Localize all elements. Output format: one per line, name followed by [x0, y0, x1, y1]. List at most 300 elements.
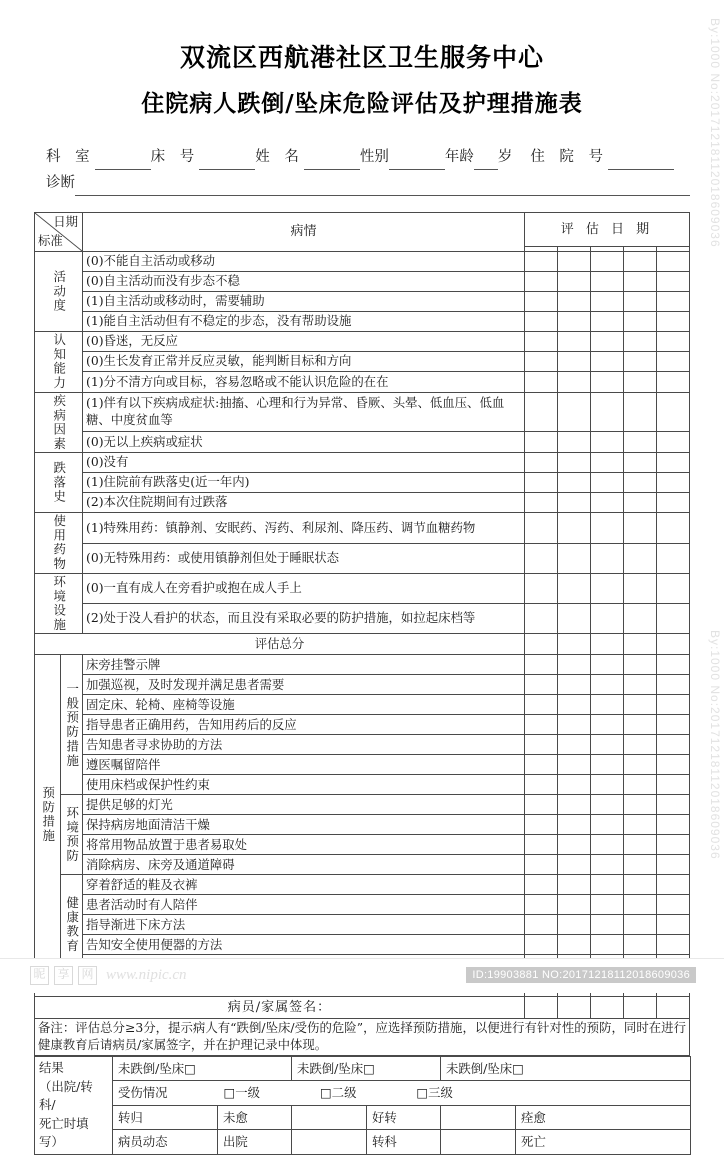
- signature-1-date-5[interactable]: [656, 997, 689, 1019]
- assessment-date-4[interactable]: [623, 513, 656, 543]
- assessment-date-4[interactable]: [623, 392, 656, 431]
- prevention-date-3[interactable]: [590, 675, 623, 695]
- prevention-date-4[interactable]: [623, 755, 656, 775]
- prevention-row: [35, 895, 690, 915]
- prevention-date-2[interactable]: [557, 795, 590, 815]
- prevention-item-label: 指导患者正确用药，告知用药后的反应: [83, 715, 525, 735]
- assessment-date-3[interactable]: [590, 473, 623, 493]
- assessment-date-3[interactable]: [590, 352, 623, 372]
- total-score-label: 评估总分: [35, 634, 525, 655]
- prevention-date-1[interactable]: [524, 915, 557, 935]
- assessment-date-1[interactable]: [524, 573, 557, 603]
- prevention-date-5[interactable]: [656, 655, 689, 675]
- prevention-row: [35, 715, 690, 735]
- prevention-date-2[interactable]: [557, 915, 590, 935]
- prevention-row: [35, 755, 690, 775]
- prevention-item-label: 遵医嘱留陪伴: [83, 755, 525, 775]
- prevention-date-5[interactable]: [656, 915, 689, 935]
- result-lead-line2: （出院/转科/: [39, 1078, 93, 1113]
- form-title: 住院病人跌倒/坠床危险评估及护理措施表: [141, 90, 583, 117]
- result-nofall-row: [35, 1056, 691, 1081]
- prevention-date-4[interactable]: [623, 855, 656, 875]
- assessment-date-1[interactable]: [524, 252, 557, 272]
- prevention-date-4[interactable]: [623, 915, 656, 935]
- prevention-date-1[interactable]: [524, 935, 557, 955]
- assessment-item-label: (1)伴有以下疾病成症状:抽搐、心理和行为异常、昏厥、头晕、低血压、低血糖、中度贫血等: [83, 392, 525, 431]
- prevention-item-label: 固定床、轮椅、座椅等设施: [83, 695, 525, 715]
- status-option-1: 出院: [218, 1130, 292, 1155]
- injury-level-1[interactable]: □一级: [223, 1085, 261, 1101]
- prevention-date-4[interactable]: [623, 935, 656, 955]
- status-option-3: 死亡: [516, 1130, 691, 1155]
- assessment-date-5[interactable]: [656, 292, 689, 312]
- prevention-row: [35, 915, 690, 935]
- assessment-date-3[interactable]: [590, 292, 623, 312]
- assessment-date-2[interactable]: [557, 272, 590, 292]
- injury-label: 受伤情况: [118, 1085, 168, 1101]
- prevention-date-2[interactable]: [557, 895, 590, 915]
- prevention-date-1[interactable]: [524, 815, 557, 835]
- assessment-date-2[interactable]: [557, 543, 590, 573]
- family-signature-label: 病员/家属签名：: [35, 997, 525, 1019]
- family-signature-row: [35, 997, 690, 1019]
- assessment-item-label: (1)自主活动或移动时，需要辅助: [83, 292, 525, 312]
- prevention-date-5[interactable]: [656, 895, 689, 915]
- assessment-row: [35, 252, 690, 272]
- assessment-date-1[interactable]: [524, 272, 557, 292]
- outcome-option-3: 痊愈: [516, 1105, 691, 1130]
- assessment-date-5[interactable]: [656, 513, 689, 543]
- name-label: 姓 名: [255, 149, 304, 165]
- result-lead-line1: 结果: [39, 1059, 64, 1075]
- corner-standard-label: 标准: [38, 233, 63, 249]
- assessment-row: [35, 453, 690, 473]
- prevention-item-label: 提供足够的灯光: [83, 795, 525, 815]
- prevention-date-4[interactable]: [623, 735, 656, 755]
- prevention-date-4[interactable]: [623, 795, 656, 815]
- status-value-2[interactable]: [441, 1130, 516, 1155]
- assessment-date-3[interactable]: [590, 272, 623, 292]
- diagnosis-field[interactable]: [75, 180, 690, 196]
- assessment-date-2[interactable]: [557, 453, 590, 473]
- assessment-date-1[interactable]: [524, 453, 557, 473]
- category-1: 认知能力: [35, 332, 83, 393]
- total-score-date-4[interactable]: [623, 634, 656, 655]
- prevention-date-2[interactable]: [557, 775, 590, 795]
- prevention-date-3[interactable]: [590, 835, 623, 855]
- category-4: 使用药物: [35, 513, 83, 574]
- assessment-date-2[interactable]: [557, 431, 590, 452]
- logo-char-2: 享: [54, 966, 73, 985]
- prevention-date-1[interactable]: [524, 775, 557, 795]
- prevention-date-1[interactable]: [524, 875, 557, 895]
- prevention-date-3[interactable]: [590, 655, 623, 675]
- outcome-label: 转归: [113, 1105, 218, 1130]
- assessment-row: [35, 513, 690, 543]
- prevention-item-label: 告知安全使用便器的方法: [83, 935, 525, 955]
- prevention-date-4[interactable]: [623, 895, 656, 915]
- logo-url: www.nipic.cn: [106, 967, 187, 983]
- total-score-date-5[interactable]: [656, 634, 689, 655]
- prevention-date-5[interactable]: [656, 755, 689, 775]
- assessment-date-1[interactable]: [524, 473, 557, 493]
- assessment-row: [35, 473, 690, 493]
- prevention-date-3[interactable]: [590, 695, 623, 715]
- prevention-date-3[interactable]: [590, 915, 623, 935]
- assessment-table: [34, 212, 690, 1056]
- assessment-date-3[interactable]: [590, 493, 623, 513]
- assessment-row: [35, 352, 690, 372]
- signature-1-date-4[interactable]: [623, 997, 656, 1019]
- assessment-item-label: (0)一直有成人在旁看护或抱在成人手上: [83, 573, 525, 603]
- prevention-item-label: 将常用物品放置于患者易取处: [83, 835, 525, 855]
- prevention-row: [35, 875, 690, 895]
- prevention-date-1[interactable]: [524, 675, 557, 695]
- bed-label: 床 号: [150, 149, 200, 165]
- category-5: 环境设施: [35, 573, 83, 634]
- assessment-date-4[interactable]: [623, 493, 656, 513]
- assessment-item-label: (0)无特殊用药：或使用镇静剂但处于睡眠状态: [83, 543, 525, 573]
- age-unit-label: 岁: [497, 149, 513, 165]
- assessment-date-1[interactable]: [524, 604, 557, 634]
- prevention-date-4[interactable]: [623, 695, 656, 715]
- assessment-row: [35, 543, 690, 573]
- prevention-row: [35, 655, 690, 675]
- assessment-date-3[interactable]: [590, 453, 623, 473]
- prevention-date-5[interactable]: [656, 775, 689, 795]
- no-fall-checkbox-3[interactable]: 未跌倒/坠床□: [441, 1056, 691, 1081]
- prevention-item-label: 使用床档或保护性约束: [83, 775, 525, 795]
- assessment-row: [35, 372, 690, 392]
- logo-char-3: 网: [78, 966, 97, 985]
- prevention-date-3[interactable]: [590, 895, 623, 915]
- prevention-date-3[interactable]: [590, 875, 623, 895]
- assessment-date-4[interactable]: [623, 543, 656, 573]
- signature-1-date-2[interactable]: [557, 997, 590, 1019]
- prevention-item-label: 加强巡视，及时发现并满足患者需要: [83, 675, 525, 695]
- prevention-date-1[interactable]: [524, 755, 557, 775]
- assessment-date-1[interactable]: [524, 352, 557, 372]
- corner-date-standard-cell: [35, 213, 83, 252]
- assessment-date-4[interactable]: [623, 372, 656, 392]
- assessment-row: [35, 292, 690, 312]
- signature-1-date-3[interactable]: [590, 997, 623, 1019]
- prevention-date-1[interactable]: [524, 835, 557, 855]
- prevention-item-label: 消除病房、床旁及通道障碍: [83, 855, 525, 875]
- prevention-date-2[interactable]: [557, 695, 590, 715]
- assessment-date-2[interactable]: [557, 513, 590, 543]
- assessment-date-1[interactable]: [524, 312, 557, 332]
- assessment-date-4[interactable]: [623, 453, 656, 473]
- outcome-row: [35, 1105, 691, 1130]
- status-value-1[interactable]: [292, 1130, 367, 1155]
- assessment-item-label: (0)昏迷，无反应: [83, 332, 525, 352]
- prevention-date-2[interactable]: [557, 835, 590, 855]
- assessment-item-label: (0)不能自主活动或移动: [83, 252, 525, 272]
- prevention-category: 预防措施: [35, 655, 61, 975]
- assessment-date-4[interactable]: [623, 312, 656, 332]
- assessment-date-3[interactable]: [590, 392, 623, 431]
- watermark-right-top: By:1000 No:20171218112018609036: [708, 18, 722, 248]
- no-fall-checkbox-1[interactable]: 未跌倒/坠床□: [113, 1056, 292, 1081]
- assessment-date-5[interactable]: [656, 453, 689, 473]
- result-table: [34, 1056, 691, 1155]
- prevention-row: [35, 855, 690, 875]
- assessment-date-1[interactable]: [524, 372, 557, 392]
- prevention-date-4[interactable]: [623, 675, 656, 695]
- footer-watermark-bar: [0, 958, 724, 993]
- prevention-date-1[interactable]: [524, 735, 557, 755]
- assessment-date-3[interactable]: [590, 604, 623, 634]
- assessment-date-1[interactable]: [524, 392, 557, 431]
- prevention-date-2[interactable]: [557, 715, 590, 735]
- prevention-date-2[interactable]: [557, 735, 590, 755]
- prevention-date-3[interactable]: [590, 715, 623, 735]
- assessment-item-label: (1)分不清方向或目标，容易忽略或不能认识危险的在在: [83, 372, 525, 392]
- prevention-item-label: 患者活动时有人陪伴: [83, 895, 525, 915]
- assessment-row: [35, 272, 690, 292]
- prevention-date-3[interactable]: [590, 735, 623, 755]
- assessment-date-2[interactable]: [557, 604, 590, 634]
- assessment-date-4[interactable]: [623, 352, 656, 372]
- prevention-date-3[interactable]: [590, 815, 623, 835]
- prevention-row: [35, 695, 690, 715]
- prevention-date-4[interactable]: [623, 835, 656, 855]
- watermark-right-bottom: By:1000 No:20171218112018609036: [708, 630, 722, 860]
- assessment-date-4[interactable]: [623, 473, 656, 493]
- assessment-date-5[interactable]: [656, 252, 689, 272]
- prevention-date-1[interactable]: [524, 695, 557, 715]
- prevention-date-5[interactable]: [656, 715, 689, 735]
- prevention-date-1[interactable]: [524, 655, 557, 675]
- prevention-date-2[interactable]: [557, 875, 590, 895]
- assessment-date-2[interactable]: [557, 312, 590, 332]
- assessment-item-label: (0)自主活动而没有步态不稳: [83, 272, 525, 292]
- outcome-option-2: 好转: [367, 1105, 441, 1130]
- prevention-item-label: 指导渐进下床方法: [83, 915, 525, 935]
- assessment-row: [35, 392, 690, 431]
- result-lead-cell: [35, 1056, 113, 1154]
- table-header-row: [35, 213, 690, 247]
- prevention-date-3[interactable]: [590, 795, 623, 815]
- total-score-row: [35, 634, 690, 655]
- prevention-item-label: 床旁挂警示牌: [83, 655, 525, 675]
- assessment-date-2[interactable]: [557, 493, 590, 513]
- prevention-date-5[interactable]: [656, 935, 689, 955]
- diagnosis-label: 诊断: [46, 175, 75, 191]
- prevention-group-2: 健康教育: [61, 875, 83, 975]
- assessment-date-5[interactable]: [656, 332, 689, 352]
- injury-level-3[interactable]: □三级: [416, 1085, 453, 1101]
- assessment-item-label: (1)能自主活动但有不稳定的步态，没有帮助设施: [83, 312, 525, 332]
- assessment-date-1[interactable]: [524, 493, 557, 513]
- no-fall-checkbox-2[interactable]: 未跌倒/坠床□: [292, 1056, 441, 1081]
- assessment-date-4[interactable]: [623, 272, 656, 292]
- prevention-date-2[interactable]: [557, 675, 590, 695]
- prevention-date-5[interactable]: [656, 675, 689, 695]
- assessment-date-2[interactable]: [557, 473, 590, 493]
- assessment-date-4[interactable]: [623, 573, 656, 603]
- prevention-date-1[interactable]: [524, 895, 557, 915]
- prevention-date-1[interactable]: [524, 855, 557, 875]
- assessment-item-label: (2)本次住院期间有过跌落: [83, 493, 525, 513]
- note-text: 备注：评估总分≥3分，提示病人有“跌倒/坠床/受伤的危险”，应选择预防措施，以便进行有针对性的预防，同时在进行健康教育后请病员/家属签字，并在护理记录中体现。: [35, 1019, 690, 1055]
- outcome-option-1: 未愈: [218, 1105, 292, 1130]
- condition-header: 病情: [83, 213, 525, 252]
- corner-date-label: 日期: [53, 214, 78, 229]
- assessment-date-3[interactable]: [590, 573, 623, 603]
- logo-char-1: 昵: [30, 966, 49, 985]
- prevention-date-1[interactable]: [524, 795, 557, 815]
- assessment-date-4[interactable]: [623, 604, 656, 634]
- assessment-item-label: (0)没有: [83, 453, 525, 473]
- outcome-value-2[interactable]: [441, 1105, 516, 1130]
- assessment-date-5[interactable]: [656, 372, 689, 392]
- total-score-date-2[interactable]: [557, 634, 590, 655]
- assessment-date-5[interactable]: [656, 312, 689, 332]
- prevention-group-0: 一般预防措施: [61, 655, 83, 795]
- prevention-date-3[interactable]: [590, 855, 623, 875]
- prevention-date-5[interactable]: [656, 835, 689, 855]
- assessment-item-label: (1)住院前有跌落史(近一年内): [83, 473, 525, 493]
- assessment-date-2[interactable]: [557, 292, 590, 312]
- assessment-date-3[interactable]: [590, 513, 623, 543]
- age-field[interactable]: [474, 154, 498, 170]
- assessment-row: [35, 332, 690, 352]
- assessment-item-label: (2)处于没人看护的状态，而且没有采取必要的防护措施，如拉起床档等: [83, 604, 525, 634]
- injury-level-2[interactable]: □二级: [319, 1085, 357, 1101]
- prevention-date-5[interactable]: [656, 855, 689, 875]
- assessment-date-5[interactable]: [656, 392, 689, 431]
- assessment-row: [35, 312, 690, 332]
- assessment-row: [35, 604, 690, 634]
- prevention-item-label: 保持病房地面清洁干燥: [83, 815, 525, 835]
- signature-1-date-1[interactable]: [524, 997, 557, 1019]
- prevention-date-2[interactable]: [557, 755, 590, 775]
- assessment-row: [35, 431, 690, 452]
- assessment-date-2[interactable]: [557, 392, 590, 431]
- status-row: [35, 1130, 691, 1155]
- assessment-date-5[interactable]: [656, 352, 689, 372]
- prevention-date-4[interactable]: [623, 715, 656, 735]
- total-score-date-3[interactable]: [590, 634, 623, 655]
- prevention-item-label: 穿着舒适的鞋及衣裤: [83, 875, 525, 895]
- outcome-value-1[interactable]: [292, 1105, 367, 1130]
- prevention-date-5[interactable]: [656, 735, 689, 755]
- prevention-row: [35, 735, 690, 755]
- injury-row: [35, 1081, 691, 1106]
- status-option-2: 转科: [367, 1130, 441, 1155]
- assessment-date-2[interactable]: [557, 573, 590, 603]
- prevention-date-5[interactable]: [656, 815, 689, 835]
- prevention-row: [35, 815, 690, 835]
- prevention-row: [35, 795, 690, 815]
- bed-field[interactable]: [199, 154, 255, 170]
- assessment-date-2[interactable]: [557, 332, 590, 352]
- assessment-date-5[interactable]: [656, 493, 689, 513]
- admission-no-label: 住 院 号: [530, 149, 609, 165]
- prevention-date-5[interactable]: [656, 875, 689, 895]
- prevention-date-2[interactable]: [557, 655, 590, 675]
- gender-label: 性别: [359, 149, 389, 165]
- admission-no-field[interactable]: [608, 154, 674, 170]
- dept-label: 科 室: [46, 149, 95, 165]
- assessment-date-4[interactable]: [623, 431, 656, 452]
- patient-header: [46, 144, 690, 196]
- assessment-date-1[interactable]: [524, 513, 557, 543]
- assessment-date-5[interactable]: [656, 272, 689, 292]
- assessment-date-4[interactable]: [623, 292, 656, 312]
- assessment-item-label: (1)特殊用药：镇静剂、安眠药、泻药、利尿剂、降压药、调节血糖药物: [83, 513, 525, 543]
- prevention-date-5[interactable]: [656, 695, 689, 715]
- prevention-date-2[interactable]: [557, 815, 590, 835]
- category-3: 跌落史: [35, 453, 83, 513]
- prevention-date-2[interactable]: [557, 935, 590, 955]
- category-2: 疾病因素: [35, 392, 83, 453]
- name-field[interactable]: [304, 154, 360, 170]
- prevention-date-4[interactable]: [623, 815, 656, 835]
- total-score-date-1[interactable]: [524, 634, 557, 655]
- institution-title: 双流区西航港社区卫生服务中心: [179, 43, 544, 72]
- assessment-date-2[interactable]: [557, 252, 590, 272]
- date-header: 评 估 日 期: [524, 213, 689, 247]
- assessment-date-3[interactable]: [590, 312, 623, 332]
- nipic-logo: [30, 966, 187, 985]
- assessment-item-label: (0)生长发育正常并反应灵敏，能判断目标和方向: [83, 352, 525, 372]
- assessment-date-5[interactable]: [656, 431, 689, 452]
- dept-field[interactable]: [95, 154, 151, 170]
- assessment-date-5[interactable]: [656, 473, 689, 493]
- assessment-date-5[interactable]: [656, 543, 689, 573]
- prevention-group-1: 环境预防: [61, 795, 83, 875]
- assessment-date-3[interactable]: [590, 252, 623, 272]
- result-lead-line3: 死亡时填写）: [39, 1115, 89, 1150]
- assessment-date-5[interactable]: [656, 604, 689, 634]
- gender-field[interactable]: [389, 154, 445, 170]
- assessment-date-3[interactable]: [590, 543, 623, 573]
- assessment-date-4[interactable]: [623, 252, 656, 272]
- prevention-date-1[interactable]: [524, 715, 557, 735]
- page-title: [0, 0, 724, 118]
- prevention-date-3[interactable]: [590, 755, 623, 775]
- assessment-date-1[interactable]: [524, 292, 557, 312]
- assessment-row: [35, 493, 690, 513]
- prevention-item-label: 告知患者寻求协助的方法: [83, 735, 525, 755]
- assessment-date-1[interactable]: [524, 543, 557, 573]
- assessment-date-2[interactable]: [557, 372, 590, 392]
- status-label: 病员动态: [113, 1130, 218, 1155]
- prevention-row: [35, 835, 690, 855]
- assessment-date-3[interactable]: [590, 372, 623, 392]
- prevention-date-4[interactable]: [623, 655, 656, 675]
- prevention-date-4[interactable]: [623, 875, 656, 895]
- assessment-date-3[interactable]: [590, 332, 623, 352]
- assessment-date-4[interactable]: [623, 332, 656, 352]
- assessment-date-5[interactable]: [656, 573, 689, 603]
- assessment-date-3[interactable]: [590, 431, 623, 452]
- assessment-date-1[interactable]: [524, 431, 557, 452]
- prevention-date-3[interactable]: [590, 935, 623, 955]
- id-badge: ID:19903881 NO:20171218112018609036: [466, 967, 696, 983]
- prevention-row: [35, 675, 690, 695]
- prevention-date-5[interactable]: [656, 795, 689, 815]
- assessment-date-1[interactable]: [524, 332, 557, 352]
- prevention-date-2[interactable]: [557, 855, 590, 875]
- prevention-row: [35, 775, 690, 795]
- assessment-date-2[interactable]: [557, 352, 590, 372]
- prevention-date-3[interactable]: [590, 775, 623, 795]
- prevention-date-4[interactable]: [623, 775, 656, 795]
